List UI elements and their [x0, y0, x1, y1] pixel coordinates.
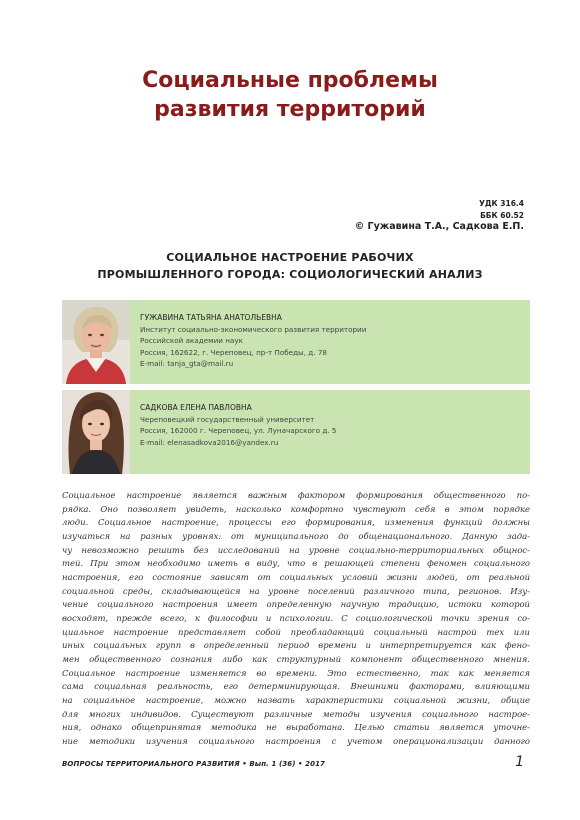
copyright-line: © Гужавина Т.А., Садкова Е.П. — [354, 221, 524, 232]
udc-code: УДК 316.4 — [479, 199, 524, 208]
abstract-line: мен общественного сознания либо как структурный компонент общественного мнения. — [62, 653, 530, 664]
abstract-line: социальной среды, складывающейся на уровне поселений различного типа, регионов. Изу- — [62, 585, 530, 596]
author-address: Россия, 162000 г. Череповец, ул. Луначарского д. 5 — [140, 426, 337, 436]
abstract-line: рядка. Оно позволяет увидеть, насколько комфортно чувствуют себя в этом порядке — [62, 503, 530, 514]
page-number: 1 — [515, 754, 524, 770]
abstract-line: тей. При этом необходимо иметь в виду, что в решающей степени феномен социального — [62, 558, 530, 569]
author-affiliation: Российской академии наук — [140, 336, 243, 346]
footer-journal-info: ВОПРОСЫ ТЕРРИТОРИАЛЬНОГО РАЗВИТИЯ • Вып. 1 (36) • 2017 — [62, 760, 326, 768]
abstract-line: чу невозможно решить без исследований на уровне социально-территориальных общнос- — [62, 544, 530, 555]
author-address: Россия, 162622, г. Череповец, пр-т Победы, д. 78 — [140, 347, 327, 357]
author-email[interactable]: E-mail: tanja_gta@mail.ru — [140, 359, 234, 369]
abstract-line: ние методики изучения социального настроения с учетом операционализации данного — [62, 735, 530, 746]
author-name: ГУЖАВИНА ТАТЬЯНА АНАТОЛЬЕВНА — [140, 313, 282, 322]
abstract-line: Социальное настроение изменяется во времени. Это естественно, так как меняется — [62, 667, 530, 678]
abstract-line: иных социальных групп в определенный период времени и интерпретируется как фено- — [62, 640, 530, 651]
abstract-line: Социальное настроение является важным фактором формирования общественного по- — [62, 490, 530, 500]
abstract-line: циальное настроение представляет собой преобладающий социальный настрой тех или — [62, 626, 530, 637]
author-affiliation: Череповецкий государственный университет — [140, 414, 315, 424]
abstract — [62, 489, 530, 748]
article-title-line-2: ПРОМЫШЛЕННОГО ГОРОДА: СОЦИОЛОГИЧЕСКИЙ АНАЛИЗ — [97, 268, 483, 281]
author-photo — [62, 390, 130, 474]
abstract-line: люди. Социальное настроение, процессы его формирования, изменения функций должны — [62, 517, 530, 528]
author-card — [62, 300, 530, 384]
author-photo — [62, 300, 130, 384]
section-title-line-2: развития территорий — [154, 97, 426, 122]
section-title-line-1: Социальные проблемы — [142, 68, 438, 93]
author-info — [140, 312, 366, 370]
bbk-code: ББК 60.52 — [480, 211, 524, 220]
author-affiliation: Институт социально-экономического развития территории — [140, 324, 367, 334]
author-info — [140, 402, 336, 448]
article-title — [0, 249, 580, 283]
abstract-line: изучаться на разных уровнях: от муниципального до общенационального. Данную зада- — [62, 530, 530, 541]
abstract-line: чение социального настроения имеет определенную научную традицию, истоки которой — [62, 599, 530, 610]
abstract-line: ния, однако общепринятая методика не выработана. Целью статьи является уточне- — [62, 722, 530, 733]
author-name: САДКОВА ЕЛЕНА ПАВЛОВНА — [140, 403, 252, 412]
abstract-line: на социальное настроение, можно назвать характеристики социальной жизни, общие — [62, 694, 530, 705]
classification-codes — [479, 198, 524, 222]
author-email[interactable]: E-mail: elenasadkova2016@yandex.ru — [140, 437, 279, 447]
abstract-line: настроения, его состояние зависят от социальных условий жизни людей, от реальной — [62, 571, 530, 582]
abstract-line: для многих индивидов. Существуют различные методы изучения социального настрое- — [62, 708, 530, 719]
abstract-line: сама социальная реальность, его детерминирующая. Внешними факторами, влияющими — [62, 681, 530, 692]
abstract-line: восходят, прежде всего, к философии и психологии. С социологической точки зрения со- — [62, 612, 530, 623]
section-title — [0, 66, 580, 124]
article-title-line-1: СОЦИАЛЬНОЕ НАСТРОЕНИЕ РАБОЧИХ — [166, 251, 414, 264]
author-card — [62, 390, 530, 474]
